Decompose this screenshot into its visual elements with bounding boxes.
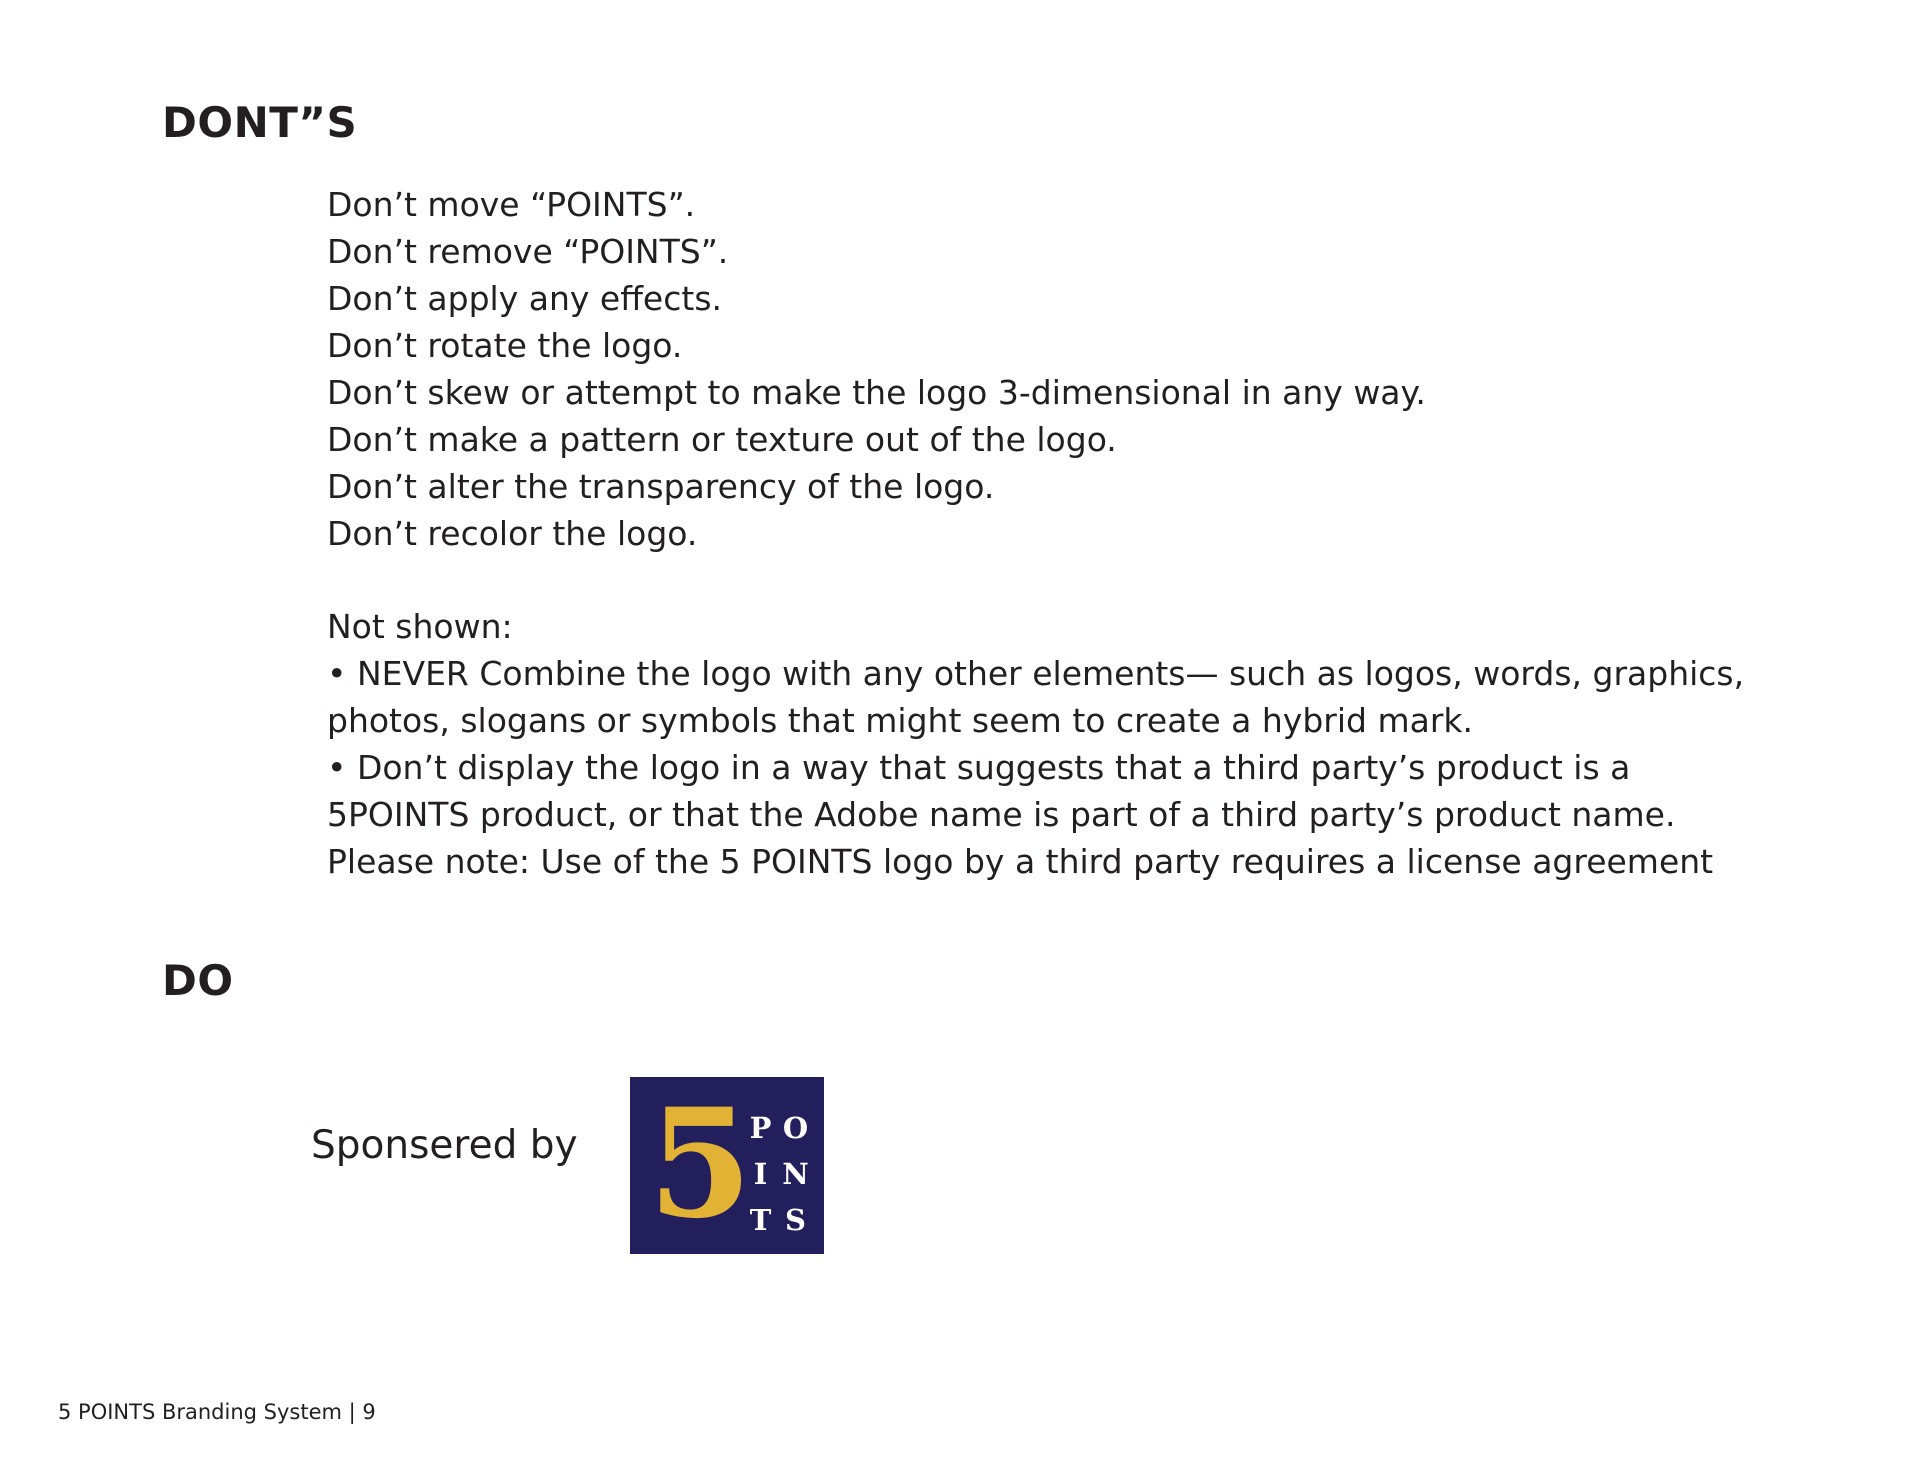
logo-letter: I (753, 1157, 768, 1191)
rule-item: Don’t make a pattern or texture out of the logo. (327, 420, 1117, 459)
not-shown-item: • NEVER Combine the logo with any other elements— such as logos, words, graphics, photos, slogans or symbols that might seem to create a hybrid mark. (327, 654, 1745, 740)
donts-rules-list (327, 181, 1747, 557)
rule-item: Don’t move “POINTS”. (327, 185, 696, 224)
rule-item: Don’t alter the transparency of the logo. (327, 467, 995, 506)
logo-letter: N (782, 1157, 809, 1191)
logo-numeral: 5 (648, 1076, 753, 1252)
five-points-logo (630, 1077, 824, 1254)
logo-letter: T (749, 1203, 772, 1237)
logo-letters (743, 1105, 813, 1243)
not-shown-section (327, 603, 1747, 885)
not-shown-item: • Don’t display the logo in a way that suggests that a third party’s product is a 5POINTS product, or that the Adobe name is part of a third party’s product name. Please note: Use of the 5 POINTS logo by a third party requires a license agreement (327, 748, 1714, 881)
logo-letter: P (749, 1111, 772, 1145)
rule-item: Don’t remove “POINTS”. (327, 232, 729, 271)
page-footer: 5 POINTS Branding System | 9 (58, 1400, 376, 1424)
rule-item: Don’t recolor the logo. (327, 514, 698, 553)
logo-letter: O (782, 1111, 809, 1145)
not-shown-label: Not shown: (327, 607, 513, 646)
rule-item: Don’t rotate the logo. (327, 326, 683, 365)
sponsor-label: Sponsered by (311, 1123, 578, 1168)
do-heading: DO (162, 956, 234, 1005)
rule-item: Don’t skew or attempt to make the logo 3-dimensional in any way. (327, 373, 1426, 412)
donts-heading: DONT”S (162, 98, 358, 147)
logo-letter: S (785, 1203, 806, 1237)
rule-item: Don’t apply any effects. (327, 279, 723, 318)
